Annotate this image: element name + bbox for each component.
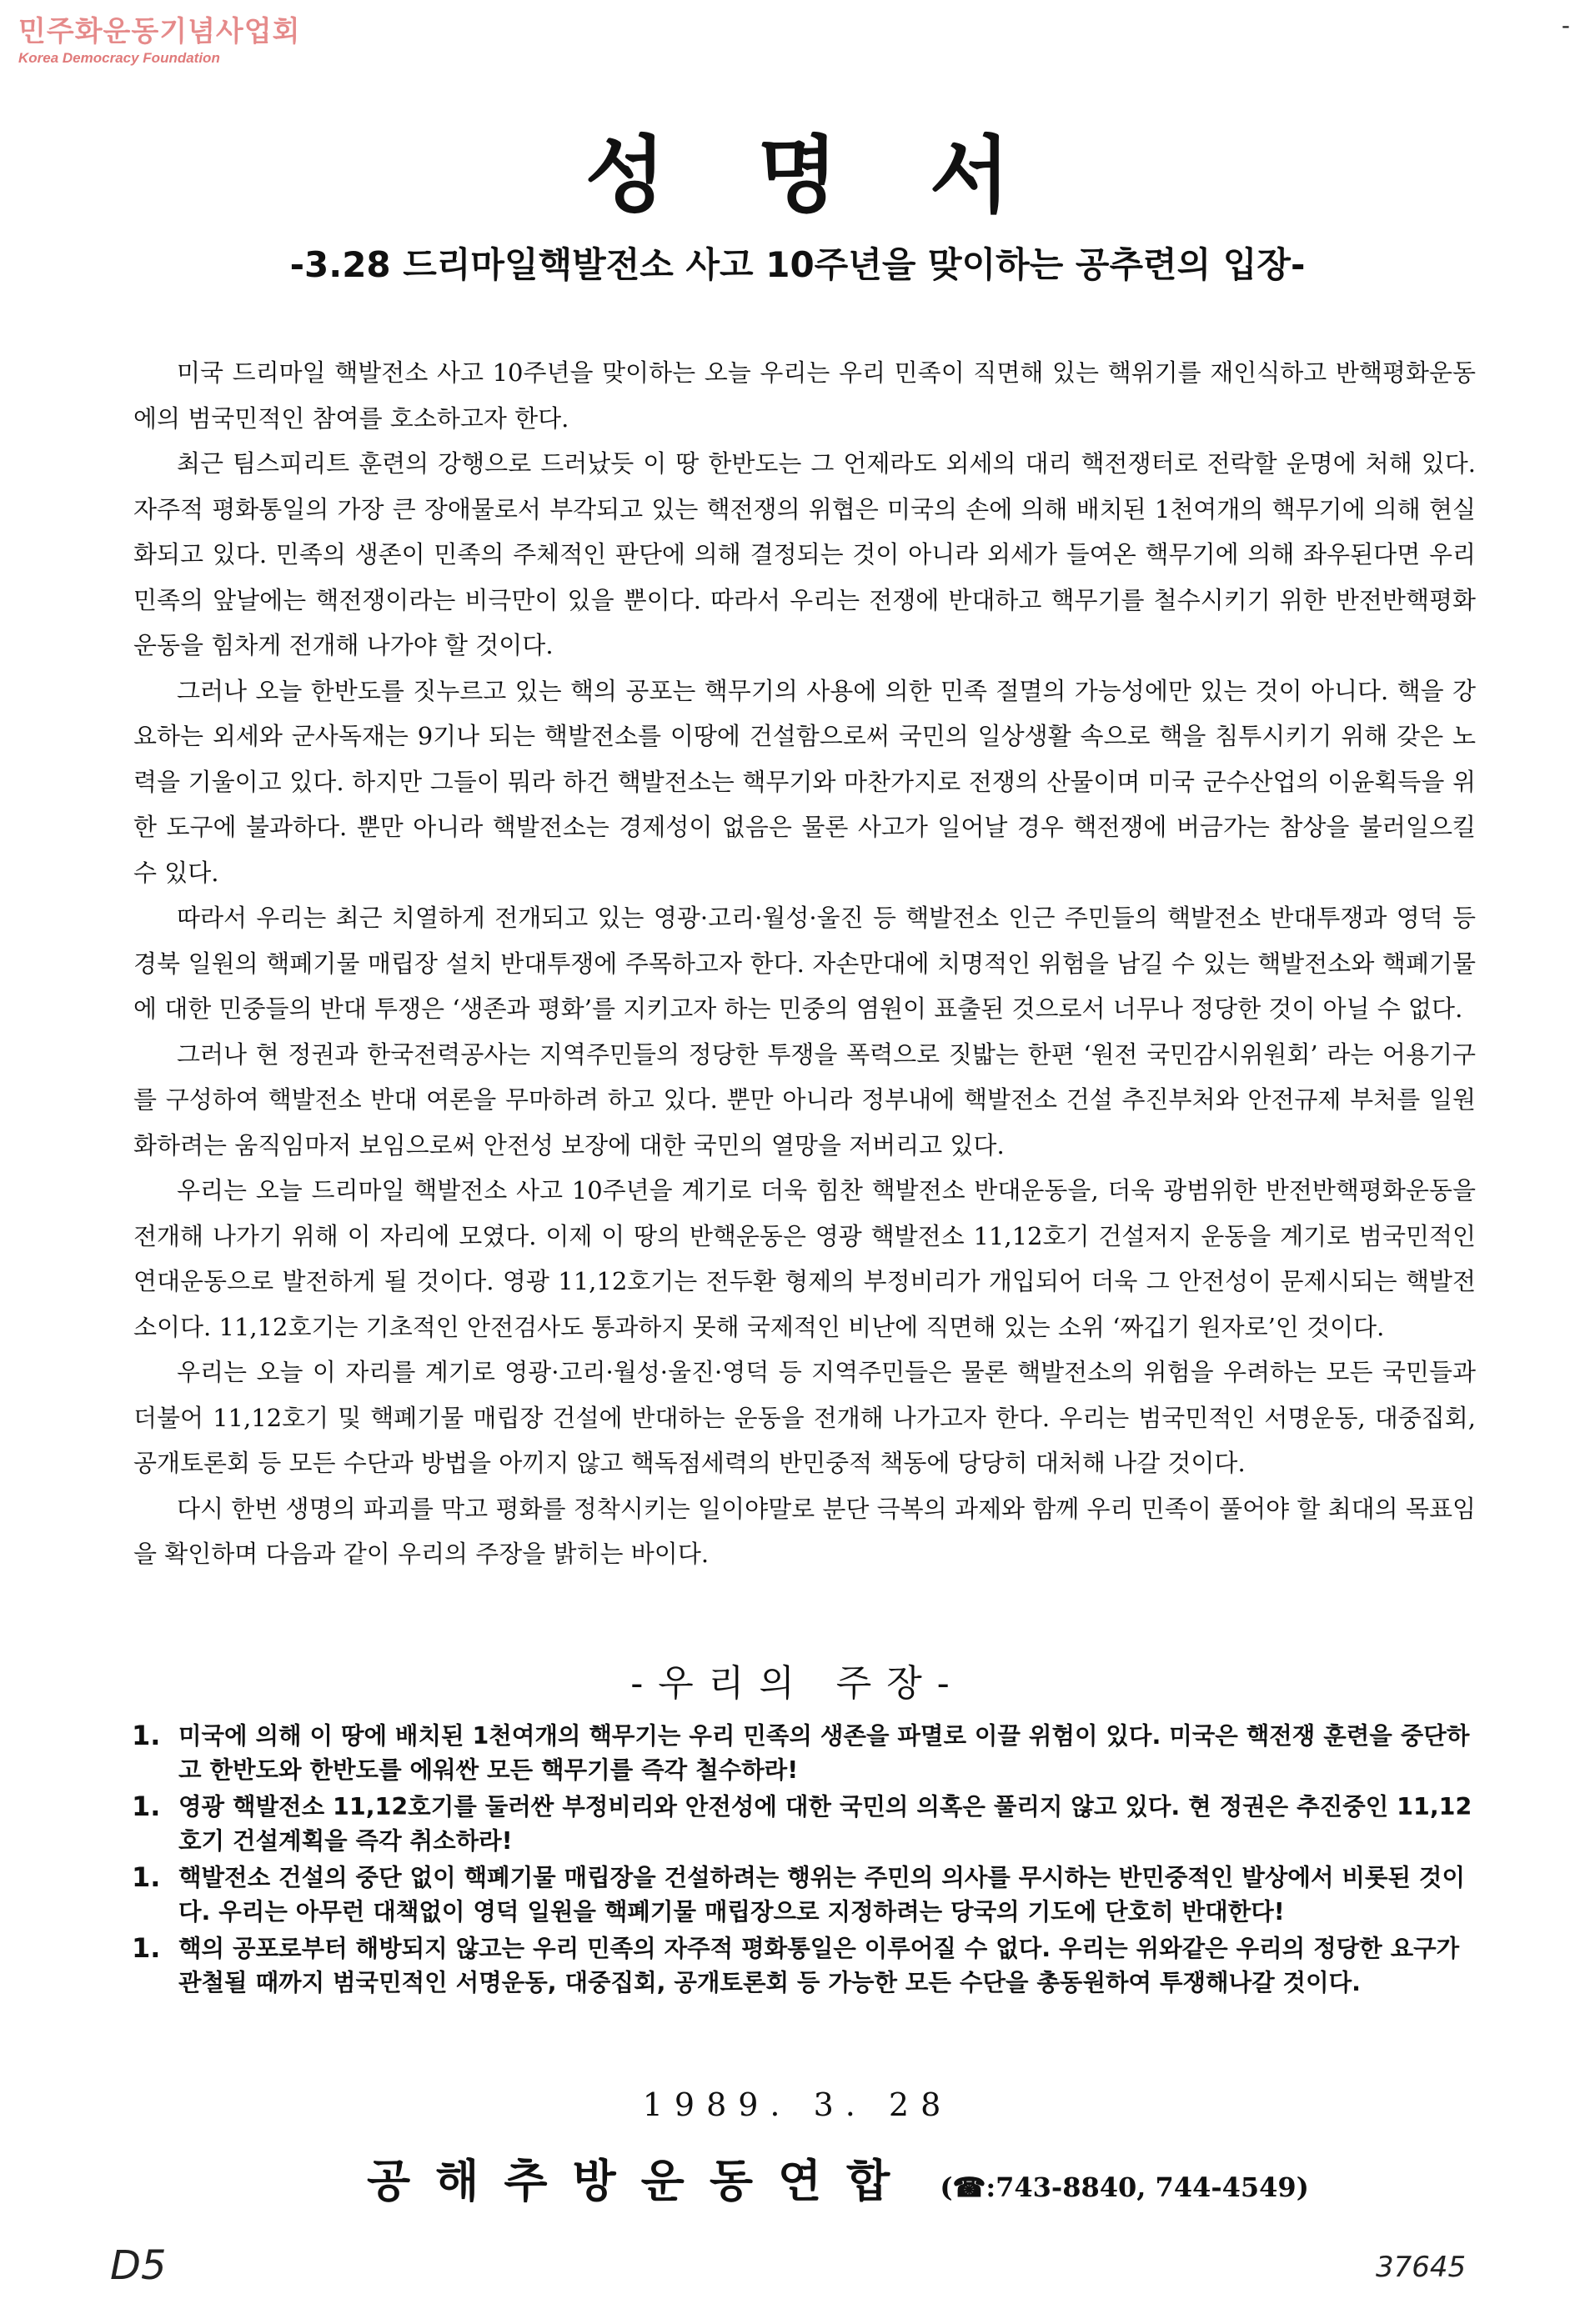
claim-text: 핵의 공포로부터 해방되지 않고는 우리 민족의 자주적 평화통일은 이루어질 수 없다. 우리는 위와같은 우리의 정당한 요구가 관철될 때까지 범국민적인 서명운동, 대중집회, 공개토론회 등 가능한 모든 수단을 총동원하여 투쟁해나갈 것이다. — [178, 1935, 1460, 1996]
document-title: 성명서 — [584, 126, 1102, 224]
organization-name: 공해추방운동연합 — [367, 2154, 915, 2207]
statement-date: 1989. 3. 28 — [642, 2086, 953, 2123]
paragraph: 미국 드리마일 핵발전소 사고 10주년을 맞이하는 오늘 우리는 우리 민족이 직면해 있는 핵위기를 재인식하고 반핵평화운동에의 범국민적인 참여를 호소하고자 한다. — [133, 358, 1476, 433]
claim-text: 미국에 의해 이 땅에 배치된 1천여개의 핵무기는 우리 민족의 생존을 파멸로 이끌 위험이 있다. 미국은 핵전쟁 훈련을 중단하고 한반도와 한반도를 에워싼 모든 핵무기를 즉각 철수하라! — [178, 1722, 1470, 1784]
statement-body — [133, 350, 1476, 1577]
claim-item — [132, 1790, 1476, 1858]
watermark-english: Korea Democracy Foundation — [18, 50, 220, 66]
claim-number: 1. — [132, 1791, 161, 1822]
paragraph: 다시 한번 생명의 파괴를 막고 평화를 정착시키는 일이야말로 분단 극복의 과제와 함께 우리 민족이 풀어야 할 최대의 목표임을 확인하며 다음과 같이 우리의 주장을 밝히는 바이다. — [133, 1494, 1476, 1568]
claim-number: 1. — [132, 1861, 161, 1893]
watermark-korean: 민주화운동기념사업회 — [18, 15, 301, 48]
foundation-watermark — [18, 15, 300, 67]
claim-text: 핵발전소 건설의 중단 없이 핵폐기물 매립장을 건설하려는 행위는 주민의 의사를 무시하는 반민중적인 발상에서 비롯된 것이다. 우리는 아무런 대책없이 영덕 일원을 핵폐기물 매립장으로 지정하려는 당국의 기도에 단호히 반대한다! — [178, 1864, 1465, 1926]
claims-list — [132, 1719, 1476, 2002]
claim-number: 1. — [132, 1720, 161, 1751]
handwritten-note-left: D5 — [110, 2242, 167, 2289]
paragraph: 그러나 현 정권과 한국전력공사는 지역주민들의 정당한 투쟁을 폭력으로 짓밟는 한편 ‘원전 국민감시위원회’ 라는 어용기구를 구성하여 핵발전소 반대 여론을 무마하려 하고 있다. 뿐만 아니라 정부내에 핵발전소 건설 추진부처와 안전규제 부처를 일원화하려는 움직임마저 보임으로써 안전성 보장에 대한 국민의 열망을 저버리고 있다. — [133, 1039, 1476, 1159]
claim-text: 영광 핵발전소 11,12호기를 둘러싼 부정비리와 안전성에 대한 국민의 의혹은 풀리지 않고 있다. 현 정권은 추진중인 11,12호기 건설계획을 즉각 취소하라! — [178, 1793, 1472, 1855]
corner-mark: - — [1561, 12, 1570, 39]
paragraph: 그러나 오늘 한반도를 짓누르고 있는 핵의 공포는 핵무기의 사용에 의한 민족 절멸의 가능성에만 있는 것이 아니다. 핵을 강요하는 외세와 군사독재는 9기나 되는 핵발전소를 이땅에 건설함으로써 국민의 일상생활 속으로 핵을 침투시키기 위해 갖은 노력을 기울이고 있다. 하지만 그들이 뭐라 하건 핵발전소는 핵무기와 마찬가지로 전쟁의 산물이며 미국 군수산업의 이윤획득을 위한 도구에 불과하다. 뿐만 아니라 핵발전소는 경제성이 없음은 물론 사고가 일어날 경우 핵전쟁에 버금가는 참상을 불러일으킬 수 있다. — [133, 676, 1476, 887]
claim-item — [132, 1719, 1476, 1787]
paragraph: 우리는 오늘 이 자리를 계기로 영광·고리·월성·울진·영덕 등 지역주민들은 물론 핵발전소의 위험을 우려하는 모든 국민들과 더불어 11,12호기 및 핵폐기물 매립장 건설에 반대하는 운동을 전개해 나가고자 한다. 우리는 범국민적인 서명운동, 대중집회, 공개토론회 등 모든 수단과 방법을 아끼지 않고 핵독점세력의 반민중적 책동에 당당히 대처해 나갈 것이다. — [133, 1358, 1476, 1477]
paragraph: 최근 팀스피리트 훈련의 강행으로 드러났듯 이 땅 한반도는 그 언제라도 외세의 대리 핵전쟁터로 전락할 운명에 처해 있다. 자주적 평화통일의 가장 큰 장애물로서 부각되고 있는 핵전쟁의 위협은 미국의 손에 의해 배치된 1천여개의 핵무기에 의해 현실화되고 있다. 민족의 생존이 민족의 주체적인 판단에 의해 결정되는 것이 아니라 외세가 들여온 핵무기에 의해 좌우된다면 우리 민족의 앞날에는 핵전쟁이라는 비극만이 있을 뿐이다. 따라서 우리는 전쟁에 반대하고 핵무기를 철수시키기 위한 반전반핵평화운동을 힘차게 전개해 나가야 할 것이다. — [133, 449, 1476, 659]
paragraph: 우리는 오늘 드리마일 핵발전소 사고 10주년을 계기로 더욱 힘찬 핵발전소 반대운동을, 더욱 광범위한 반전반핵평화운동을 전개해 나가기 위해 이 자리에 모였다. 이제 이 땅의 반핵운동은 영광 핵발전소 11,12호기 건설저지 운동을 계기로 범국민적인 연대운동으로 발전하게 될 것이다. 영광 11,12호기는 전두환 형제의 부정비리가 개입되어 더욱 그 안전성이 문제시되는 핵발전소이다. 11,12호기는 기초적인 안전검사도 통과하지 못해 국제적인 비난에 직면해 있는 소위 ‘짜깁기 원자로’인 것이다. — [133, 1176, 1476, 1341]
organization-phone: (☎:743-8840, 744-4549) — [940, 2171, 1309, 2203]
claim-item — [132, 1861, 1476, 1929]
handwritten-note-right: 37645 — [1376, 2251, 1467, 2284]
claims-heading: -우리의 주장- — [630, 1662, 965, 1705]
signature-line — [367, 2146, 1309, 2207]
paragraph: 따라서 우리는 최근 치열하게 전개되고 있는 영광·고리·월성·울진 등 핵발전소 인근 주민들의 핵발전소 반대투쟁과 영덕 등 경북 일원의 핵폐기물 매립장 설치 반대투쟁에 주목하고자 한다. 자손만대에 치명적인 위험을 남길 수 있는 핵발전소와 핵폐기물에 대한 민중들의 반대 투쟁은 ‘생존과 평화’를 지키고자 하는 민중의 염원이 표출된 것으로서 너무나 정당한 것이 아닐 수 없다. — [133, 904, 1476, 1023]
claim-item — [132, 1931, 1476, 2000]
claim-number: 1. — [132, 1932, 161, 1964]
document-subtitle: -3.28 드리마일핵발전소 사고 10주년을 맞이하는 공추련의 입장- — [289, 244, 1306, 285]
